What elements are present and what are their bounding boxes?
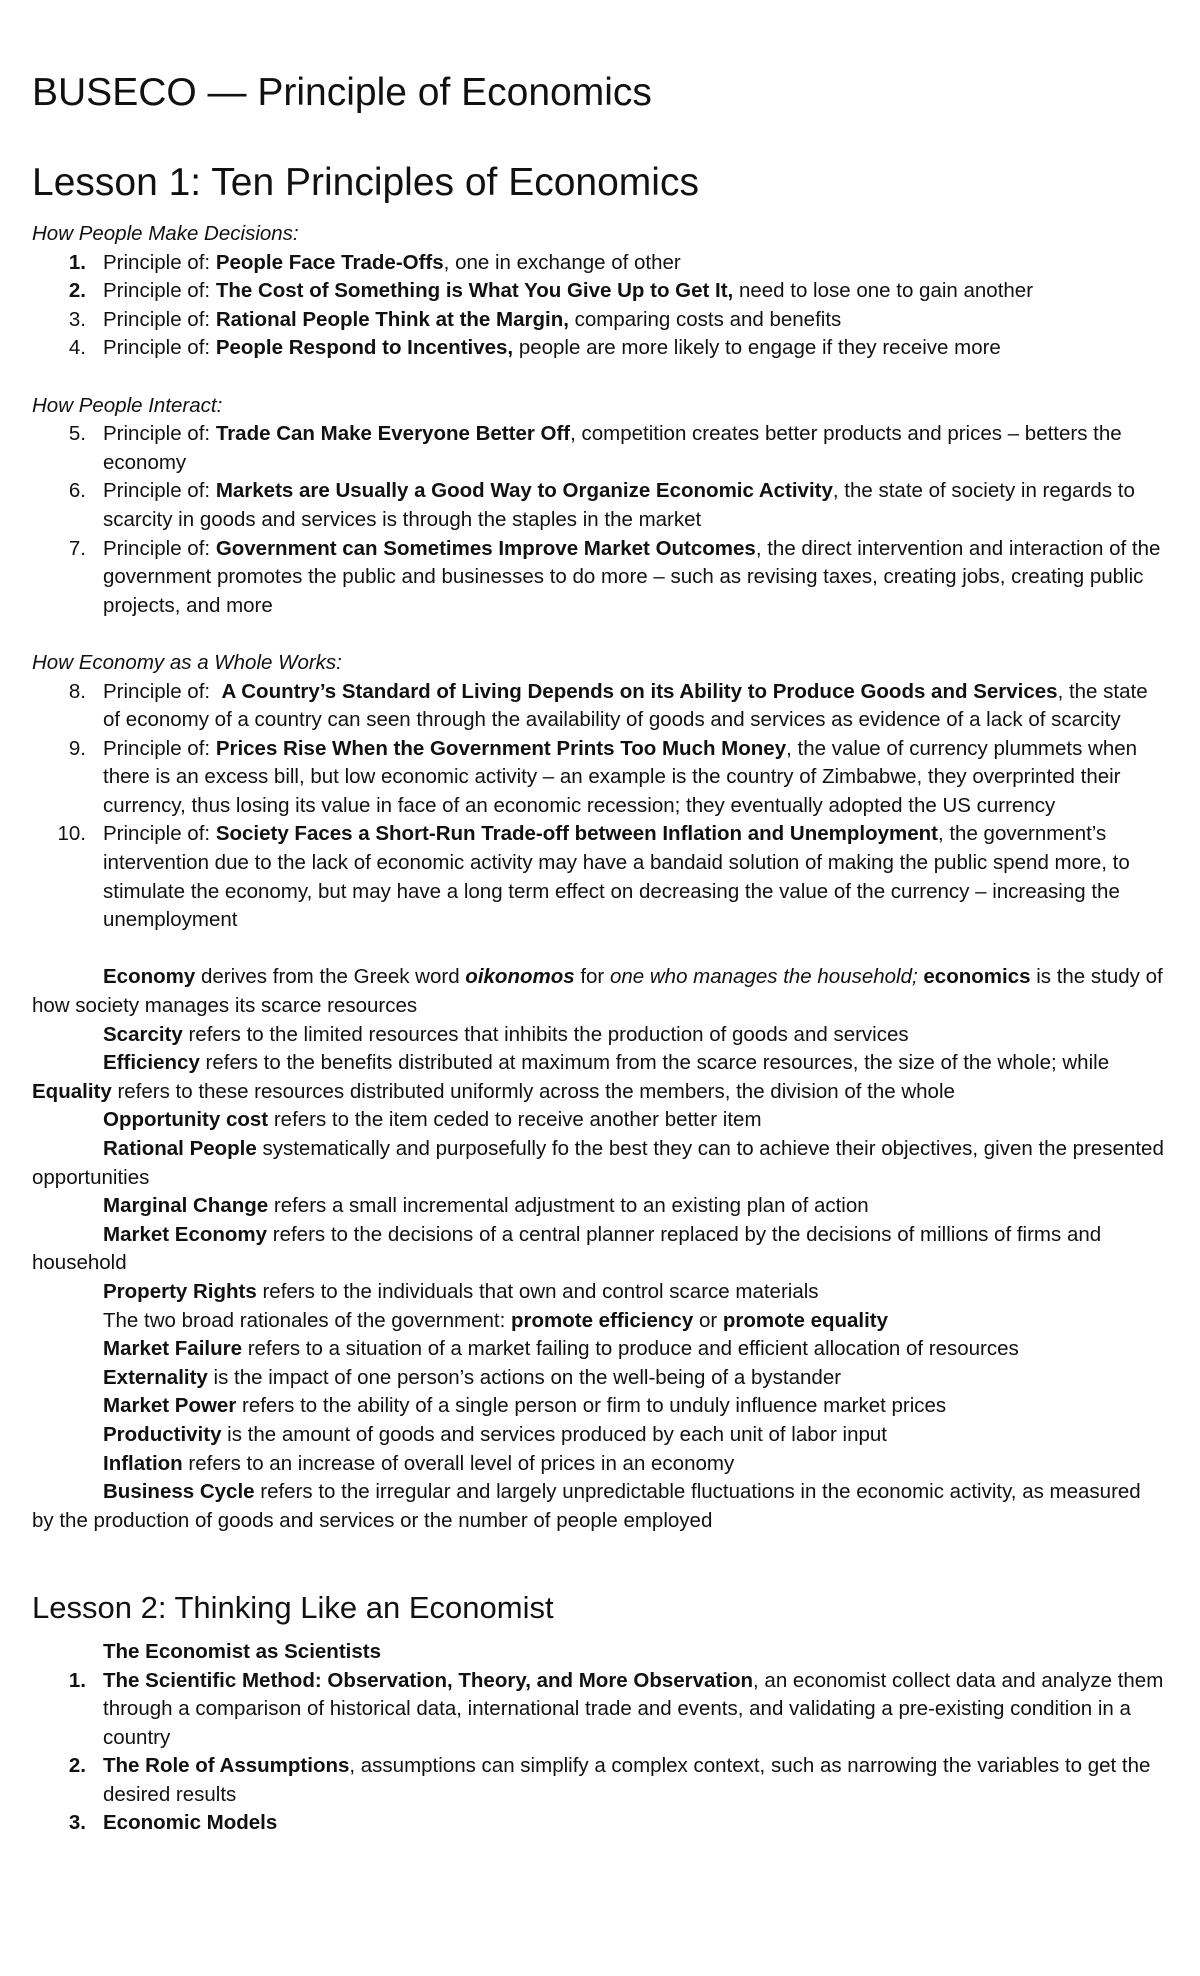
- definition-item: [32, 1135, 1168, 1192]
- item-number: 3.: [68, 1811, 86, 1835]
- principle-name: Rational People Think at the Margin,: [215, 307, 569, 331]
- principle-prefix: Principle of:: [103, 336, 216, 360]
- definition-text: refers to the decisions of a central planner replaced by the decisions of millions of firms and household: [32, 1222, 1102, 1275]
- document-title: BUSECO — Principle of Economics: [32, 71, 652, 114]
- principle-desc: , the value of currency plummets when there is an excess bill, but low economic activity – an example is the country of Zimbabwe, they overprinted their currency, thus losing its value in face of an economic recession; they eventually adopted the US currency: [103, 736, 1138, 817]
- lesson-1-body: [32, 220, 1168, 1588]
- definition-text: is the study of how society manages its scarce resources: [32, 965, 1163, 1018]
- term: economics: [923, 965, 1031, 989]
- principles-list: [32, 678, 1168, 935]
- definition-item: [32, 1221, 1168, 1278]
- principle-prefix: Principle of:: [103, 736, 216, 760]
- principle-desc: people are more likely to engage if they receive more: [513, 336, 1001, 360]
- definition-text: is the impact of one person’s actions on the well-being of a bystander: [207, 1365, 842, 1389]
- definition-item: [32, 1450, 1168, 1479]
- principle-item: [32, 535, 1168, 621]
- definition-item: [32, 1364, 1168, 1393]
- blank-line: [32, 935, 1168, 964]
- subheading-text: The Economist as Scientists: [103, 1639, 381, 1663]
- item-name: The Role of Assumptions: [103, 1754, 350, 1778]
- term: Market Failure: [103, 1337, 242, 1361]
- definition-item: [32, 1421, 1168, 1450]
- item-number: 1.: [68, 1668, 86, 1692]
- principle-prefix: Principle of:: [103, 822, 216, 846]
- definition-item: [32, 1335, 1168, 1364]
- principle-item: [32, 249, 1168, 278]
- term: promote equality: [722, 1308, 889, 1332]
- definition-text: refers to the irregular and largely unpredictable fluctuations in the economic activity, as measured by the production of goods and services or the number of people employed: [32, 1480, 1141, 1532]
- principle-name: Trade Can Make Everyone Better Off: [215, 422, 571, 446]
- definition-efficiency: [32, 1049, 1168, 1106]
- definition-text: refers to an increase of overall level of prices in an economy: [182, 1451, 735, 1475]
- principle-desc: , the direct intervention and interaction of the government promotes the public and businesses to do more – such as revising taxes, creating jobs, creating public projects, and more: [103, 536, 1161, 617]
- group-heading: How People Make Decisions:: [32, 222, 299, 245]
- blank-line: [32, 1564, 1168, 1588]
- lesson-2-title: Lesson 2: Thinking Like an Economist: [32, 1589, 554, 1625]
- blank-line: [32, 363, 1168, 392]
- definition-text: derives from the Greek word: [195, 965, 466, 989]
- definition-item: [32, 1192, 1168, 1221]
- term: Scarcity: [103, 1022, 183, 1046]
- principle-name: People Respond to Incentives,: [215, 336, 514, 360]
- definition-text: or: [693, 1308, 723, 1332]
- group-heading: How Economy as a Whole Works:: [32, 650, 342, 674]
- principle-prefix: Principle of:: [103, 422, 216, 446]
- principle-desc: , competition creates better products and prices – betters the economy: [103, 422, 1122, 474]
- economist-list: [32, 1667, 1168, 1839]
- term: Equality: [32, 1079, 112, 1103]
- list-item: [32, 1809, 1168, 1838]
- definition-item: [32, 1278, 1168, 1307]
- term: Market Power: [103, 1394, 237, 1418]
- blank-line: [32, 620, 1168, 649]
- term: Property Rights: [103, 1279, 257, 1303]
- principle-item: [32, 735, 1168, 821]
- principle-name: Government can Sometimes Improve Market Outcomes: [215, 536, 756, 560]
- definition-text: refers to a situation of a market failing to produce and efficient allocation of resources: [242, 1337, 1019, 1361]
- definition-item: [32, 1106, 1168, 1135]
- principle-item: [32, 820, 1168, 934]
- principle-desc: , the state of economy of a country can seen through the availability of goods and services as evidence of a lack of scarcity: [103, 679, 1148, 732]
- principle-item: [32, 277, 1168, 306]
- greek-word: oikonomos: [465, 965, 575, 989]
- list-item: [32, 1667, 1168, 1753]
- principle-name: Society Faces a Short-Run Trade-off between Inflation and Unemployment: [215, 822, 938, 846]
- item-number: 5.: [68, 422, 86, 446]
- term: Economy: [103, 965, 196, 989]
- definition-text: refers to the item ceded to receive another better item: [268, 1108, 762, 1132]
- principle-name: Markets are Usually a Good Way to Organize Economic Activity: [215, 479, 833, 503]
- definition-text: refers to the ability of a single person or firm to unduly influence market prices: [236, 1394, 947, 1418]
- term: Business Cycle: [103, 1480, 255, 1504]
- item-number: 9.: [68, 736, 86, 760]
- principle-prefix: Principle of:: [103, 679, 222, 703]
- definition-text: The two broad rationales of the government:: [103, 1308, 511, 1332]
- principle-item: [32, 334, 1168, 363]
- principle-prefix: Principle of:: [103, 479, 216, 503]
- government-rationales: [32, 1307, 1168, 1336]
- item-number: 7.: [68, 536, 86, 560]
- term: Marginal Change: [103, 1194, 269, 1218]
- principle-item: [32, 678, 1168, 735]
- item-number: 2.: [68, 279, 86, 303]
- blank-line: [32, 1535, 1168, 1564]
- principle-name: A Country’s Standard of Living Depends on its Ability to Produce Goods and Services: [221, 679, 1058, 703]
- definition-text: systematically and purposefully fo the best they can to achieve their objectives, given the presented opportunities: [32, 1137, 1164, 1189]
- item-number: 1.: [68, 250, 86, 274]
- principle-name: People Face Trade-Offs: [215, 250, 444, 274]
- principles-list: [32, 249, 1168, 363]
- principle-prefix: Principle of:: [103, 536, 216, 560]
- group-heading: How People Interact:: [32, 393, 223, 417]
- term: Market Economy: [103, 1222, 268, 1246]
- item-name: The Scientific Method: Observation, Theory, and More Observation: [103, 1668, 754, 1692]
- item-number: 4.: [68, 336, 86, 360]
- definition-text: refers to these resources distributed uniformly across the members, the division of the whole: [111, 1079, 955, 1103]
- item-number: 6.: [68, 479, 86, 503]
- term: Rational People: [103, 1137, 257, 1160]
- definition-item: [32, 1021, 1168, 1050]
- item-desc: , an economist collect data and analyze them through a comparison of historical data, international trade and events, and validating a pre-existing condition in a country: [103, 1668, 1164, 1749]
- definition-item: [32, 1478, 1168, 1535]
- item-desc: , assumptions can simplify a complex context, such as narrowing the variables to get the desired results: [103, 1754, 1151, 1806]
- meaning: one who manages the household;: [609, 965, 918, 989]
- term: Inflation: [103, 1451, 183, 1475]
- principle-item: [32, 477, 1168, 534]
- definition-text: refers a small incremental adjustment to an existing plan of action: [268, 1194, 869, 1218]
- term: Opportunity cost: [103, 1108, 269, 1132]
- item-number: 2.: [68, 1754, 86, 1778]
- term: promote efficiency: [510, 1308, 694, 1332]
- principle-item: [32, 306, 1168, 335]
- term: Productivity: [103, 1422, 222, 1446]
- principle-prefix: Principle of:: [103, 279, 216, 303]
- principle-desc: comparing costs and benefits: [568, 307, 842, 331]
- item-number: 3.: [68, 307, 86, 331]
- principle-name: The Cost of Something is What You Give Up to Get It,: [215, 279, 734, 303]
- definition-text: refers to the individuals that own and control scarce materials: [256, 1279, 819, 1303]
- lesson-1-title: Lesson 1: Ten Principles of Economics: [32, 161, 699, 204]
- definition-text: refers to the benefits distributed at maximum from the scarce resources, the size of the whole; while: [199, 1051, 1110, 1075]
- item-number: 8.: [68, 679, 86, 703]
- term: Efficiency: [103, 1051, 200, 1075]
- item-number: 10.: [57, 822, 86, 846]
- principle-prefix: Principle of:: [103, 307, 216, 331]
- subheading: [32, 1638, 1168, 1667]
- definition-economy: [32, 963, 1168, 1020]
- principles-list: [32, 420, 1168, 620]
- principle-desc: , the government’s intervention due to the lack of economic activity may have a bandaid solution of making the public spend more, to stimulate the economy, but may have a long term effect on decreasing the value of the currency – increasing the unemployment: [103, 822, 1130, 932]
- definition-item: [32, 1392, 1168, 1421]
- definition-text: for: [574, 965, 610, 989]
- principle-prefix: Principle of:: [103, 250, 216, 274]
- term: Externality: [103, 1365, 208, 1389]
- principle-item: [32, 420, 1168, 477]
- principle-desc: , the state of society in regards to scarcity in goods and services is through the staples in the market: [103, 479, 1135, 531]
- lesson-2-body: [32, 1638, 1168, 1838]
- definition-text: refers to the limited resources that inhibits the production of goods and services: [182, 1022, 909, 1046]
- list-item: [32, 1752, 1168, 1809]
- item-name: Economic Models: [103, 1811, 278, 1835]
- principle-desc: , one in exchange of other: [443, 250, 681, 274]
- principle-desc: need to lose one to gain another: [733, 279, 1034, 303]
- definition-text: is the amount of goods and services produced by each unit of labor input: [221, 1422, 887, 1446]
- principle-name: Prices Rise When the Government Prints Too Much Money: [215, 736, 787, 760]
